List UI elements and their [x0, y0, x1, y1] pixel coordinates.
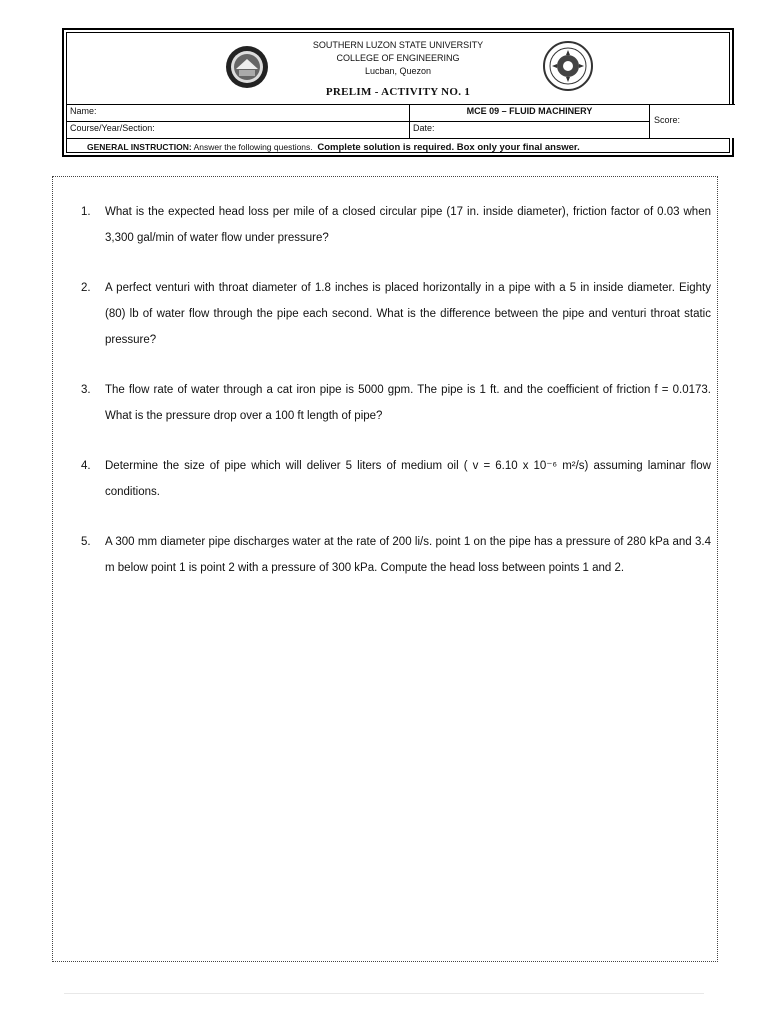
question-text: A perfect venturi with throat diameter of 1.8 inches is placed horizontally in a pipe with a 5 in inside diameter. Eighty (80) lb of water flow through the pipe each second. What is the difference between the pipe and venturi throat static pressure? [105, 282, 711, 346]
university-name: SOUTHERN LUZON STATE UNIVERSITY [312, 40, 484, 50]
course-code: MCE 09 – FLUID MACHINERY [409, 105, 649, 121]
college-seal-icon [543, 41, 593, 91]
location: Lucban, Quezon [364, 66, 432, 76]
question-box [52, 176, 718, 962]
instruction-label: GENERAL INSTRUCTION: [87, 142, 192, 152]
instruction-text: Answer the following questions. [191, 142, 313, 152]
question-number: 2. [81, 282, 91, 294]
question-item [81, 377, 711, 429]
question-text: The flow rate of water through a cat iron pipe is 5000 gpm. The pipe is 1 ft. and the coefficient of friction f = 0.0173. What is the pressure drop over a 100 ft length of pipe? [105, 384, 711, 422]
page-divider [64, 993, 704, 994]
question-number: 1. [81, 206, 91, 218]
instruction-emphasis: Complete solution is required. Box only your final answer. [317, 142, 580, 153]
question-number: 4. [81, 460, 91, 472]
question-text: A 300 mm diameter pipe discharges water at the rate of 200 li/s. point 1 on the pipe has a pressure of 280 kPa and 3.4 m below point 1 is point 2 with a pressure of 300 kPa. Compute the head loss between points 1 and 2. [105, 536, 711, 574]
question-item [81, 199, 711, 251]
question-item [81, 529, 711, 581]
question-text: What is the expected head loss per mile of a closed circular pipe (17 in. inside diameter), friction factor of 0.03 when 3,300 gal/min of water flow under pressure? [105, 206, 711, 244]
course-row [67, 121, 729, 138]
name-field[interactable]: Name: [70, 106, 97, 116]
title-area [67, 33, 729, 104]
date-field[interactable]: Date: [409, 122, 649, 138]
name-row [67, 104, 729, 121]
header-box [62, 28, 734, 157]
instruction-row [67, 138, 729, 155]
question-number: 5. [81, 536, 91, 548]
question-list [81, 199, 711, 605]
course-year-section-field[interactable]: Course/Year/Section: [70, 123, 155, 133]
general-instruction [67, 139, 729, 153]
college-name: COLLEGE OF ENGINEERING [336, 53, 460, 63]
question-number: 3. [81, 384, 91, 396]
question-item [81, 275, 711, 353]
question-item [81, 453, 711, 505]
activity-title: PRELIM - ACTIVITY NO. 1 [325, 86, 471, 98]
header-inner [66, 32, 730, 153]
question-text: Determine the size of pipe which will deliver 5 liters of medium oil ( v = 6.10 x 10⁻⁶ m²/s) assuming laminar flow conditions. [105, 460, 711, 498]
university-block [67, 39, 729, 78]
score-field[interactable]: Score: [649, 104, 735, 138]
